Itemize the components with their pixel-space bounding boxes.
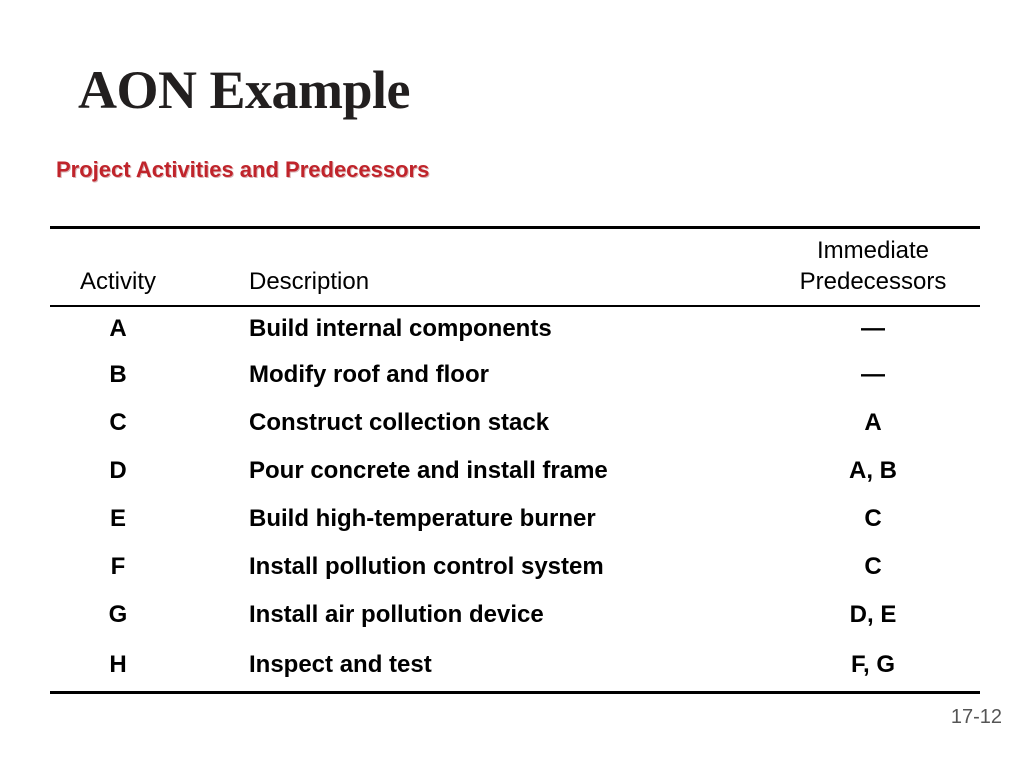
header-immediate-predecessors — [766, 228, 980, 307]
activity-cell: H — [109, 651, 127, 678]
description-cell: Inspect and test — [249, 651, 432, 678]
table-row — [50, 495, 980, 543]
page-number: 17-12 — [950, 706, 1002, 728]
table-row — [50, 591, 980, 639]
activities-table — [50, 226, 980, 694]
predecessors-cell: C — [864, 505, 882, 532]
table-row — [50, 306, 980, 351]
description-cell: Install air pollution device — [249, 601, 544, 628]
slide-subtitle: Project Activities and Predecessors — [56, 157, 430, 182]
predecessors-cell: C — [864, 553, 882, 580]
table-row — [50, 639, 980, 693]
description-cell: Build high-temperature burner — [249, 505, 596, 532]
predecessors-cell: F, G — [850, 651, 895, 678]
table-header-row — [50, 228, 980, 307]
header-predecessors-line-2: Predecessors — [799, 268, 947, 295]
activity-cell: D — [109, 457, 127, 484]
description-cell: Pour concrete and install frame — [249, 457, 608, 484]
description-cell: Construct collection stack — [249, 409, 550, 436]
header-description: Description — [186, 228, 766, 307]
predecessors-cell: D, E — [849, 601, 897, 628]
activity-cell: F — [110, 553, 126, 580]
activity-cell: C — [109, 409, 127, 436]
predecessors-cell: A, B — [849, 457, 897, 484]
description-cell: Modify roof and floor — [249, 361, 489, 388]
table-row — [50, 543, 980, 591]
activity-cell: A — [109, 315, 127, 342]
header-predecessors-line-1: Immediate — [816, 237, 930, 264]
activity-cell: E — [109, 505, 126, 532]
table-row — [50, 351, 980, 399]
slide-title: AON Example — [78, 60, 410, 120]
predecessors-cell: — — [861, 361, 885, 388]
predecessors-cell: — — [861, 315, 885, 342]
activity-cell: B — [109, 361, 127, 388]
header-activity: Activity — [50, 228, 186, 307]
activity-cell: G — [108, 601, 128, 628]
predecessors-cell: A — [864, 409, 882, 436]
table-row — [50, 399, 980, 447]
activities-table-container — [50, 226, 980, 694]
table-row — [50, 447, 980, 495]
description-cell: Build internal components — [249, 315, 552, 342]
description-cell: Install pollution control system — [249, 553, 604, 580]
